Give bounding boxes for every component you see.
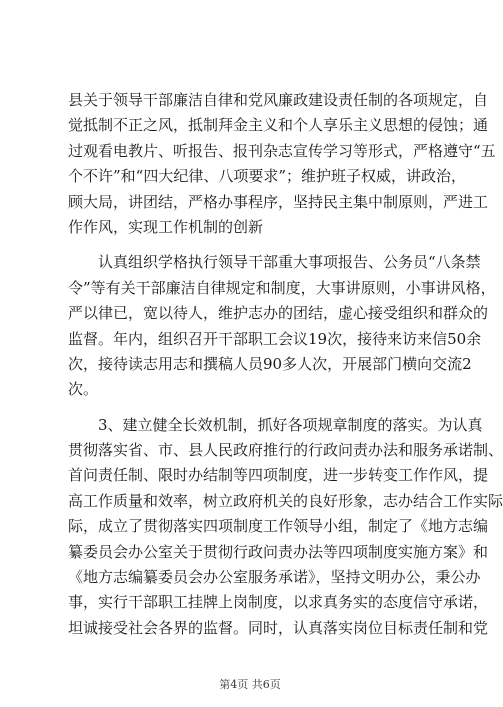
text-line: 高工作质量和效率，树立政府机关的良好形象，志办结合工作实际 xyxy=(68,491,503,510)
text-line: 次。 xyxy=(68,380,99,399)
text-line: 贯彻落实省、市、县人民政府推行的行政问责办法和服务承诺制、 xyxy=(68,441,503,460)
text-line: 认真组织学格执行领导干部重大事项报告、公务员“八条禁 xyxy=(98,253,481,272)
paragraph-2 xyxy=(68,250,496,402)
text-line: 3、建立健全长效机制，抓好各项规章制度的落实。为认真 xyxy=(98,415,483,434)
text-line: 令”等有关干部廉洁自律规定和制度，大事讲原则，小事讲风格， xyxy=(68,278,496,297)
text-line: 过观看电教片、听报告、报刊杂志宣传学习等形式，严格遵守“五 xyxy=(68,141,496,160)
text-line: 事，实行干部职工挂牌上岗制度，以求真务实的态度信守承诺， xyxy=(68,593,489,612)
text-line: 作作风，实现工作机制的创新 xyxy=(68,217,264,236)
text-line: 监督。年内，组织召开干部职工会议19次，接待来访来信50余 xyxy=(68,329,482,348)
body-text xyxy=(68,88,503,641)
paragraph-3 xyxy=(68,413,503,642)
text-line: 觉抵制不正之风，抵制拜金主义和个人享乐主义思想的侵蚀；通 xyxy=(68,116,489,135)
text-line: 个不许”和“四大纪律、八项要求”；维护班子权威，讲政治， xyxy=(68,167,467,186)
text-line: 《地方志编纂委员会办公室服务承诺》，坚持文明办公，秉公办 xyxy=(68,568,481,587)
page-footer: 第4页 共6页 xyxy=(219,678,281,691)
text-line: 严以律已，宽以待人，维护志办的团结，虚心接受组织和群众的 xyxy=(68,304,489,323)
text-line: 县关于领导干部廉洁自律和党风廉政建设责任制的各项规定，自 xyxy=(68,91,489,109)
text-line: 纂委员会办公室关于贯彻行政问责办法等四项制度实施方案》和 xyxy=(68,542,489,561)
paragraph-1 xyxy=(68,88,496,240)
text-line: 首问责任制、限时办结制等四项制度，进一步转变工作作风，提 xyxy=(68,466,489,485)
text-line: 顾大局，讲团结，严格办事程序，坚持民主集中制原则，严进工 xyxy=(68,192,489,211)
text-line: 次，接待读志用志和撰稿人员90多人次，开展部门横向交流2 xyxy=(68,354,472,373)
text-line: 坦诚接受社会各界的监督。同时，认真落实岗位目标责任制和党 xyxy=(68,618,489,637)
text-line: 际，成立了贯彻落实四项制度工作领导小组，制定了《地方志编 xyxy=(68,517,489,536)
